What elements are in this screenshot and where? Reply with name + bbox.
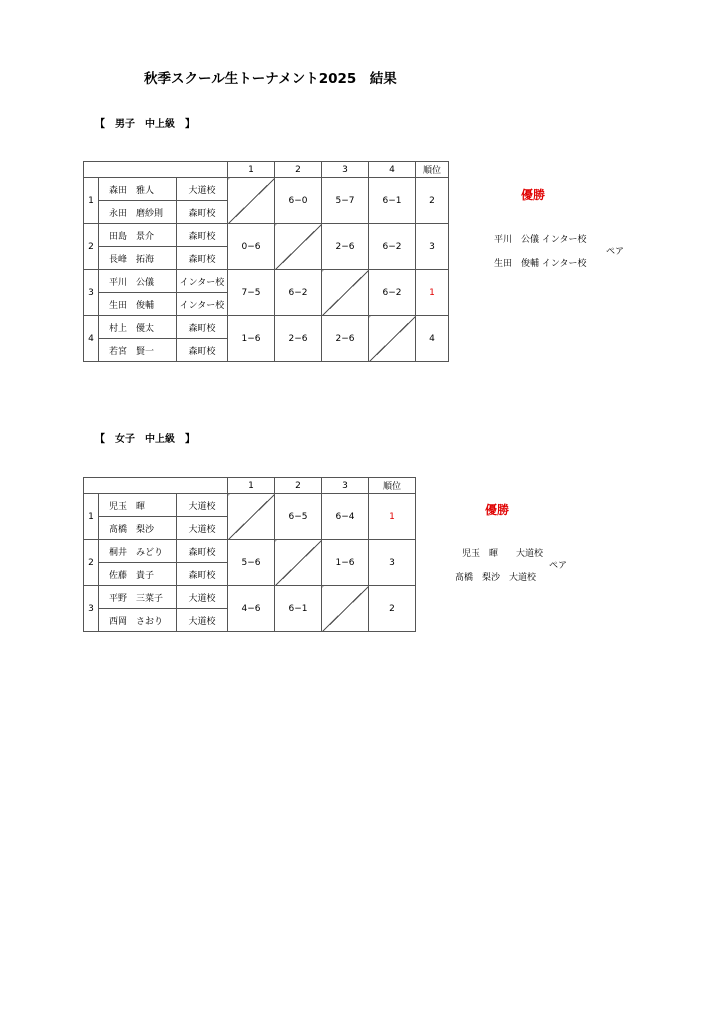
women-results-table	[83, 477, 416, 632]
player-school: 大道校	[177, 178, 228, 201]
player-school: 森町校	[177, 316, 228, 339]
table-row	[84, 494, 416, 517]
women-header-row	[84, 478, 416, 494]
women-winner-label: 優勝	[485, 503, 510, 517]
player-name: 桐井 みどり	[99, 540, 177, 563]
header-col-1: 1	[228, 162, 275, 178]
player-number: 4	[84, 316, 99, 362]
table-row	[84, 316, 449, 339]
player-number: 2	[84, 540, 99, 586]
player-name: 児玉 暉	[99, 494, 177, 517]
player-school: 森町校	[177, 339, 228, 362]
player-name: 森田 雅人	[99, 178, 177, 201]
self-match-cell	[322, 270, 369, 316]
score-cell: 5−6	[228, 540, 275, 586]
header-col-2: 2	[275, 478, 322, 494]
header-rank: 順位	[416, 162, 449, 178]
header-corner	[84, 478, 228, 494]
player-number: 3	[84, 586, 99, 632]
score-cell: 6−5	[275, 494, 322, 540]
player-name: 田島 景介	[99, 224, 177, 247]
table-row	[84, 270, 449, 293]
women-winner-line-1: 児玉 暉 大道校	[462, 549, 544, 559]
score-cell: 6−0	[275, 178, 322, 224]
self-match-cell	[275, 224, 322, 270]
rank-cell: 2	[416, 178, 449, 224]
player-name: 平川 公儀	[99, 270, 177, 293]
header-col-4: 4	[369, 162, 416, 178]
men-winner-line-1: 平川 公儀 インター校	[494, 235, 587, 245]
rank-cell: 3	[416, 224, 449, 270]
player-school: 森町校	[177, 224, 228, 247]
table-row	[84, 586, 416, 609]
score-cell: 2−6	[275, 316, 322, 362]
score-cell: 4−6	[228, 586, 275, 632]
player-name: 生田 俊輔	[99, 293, 177, 316]
score-cell: 6−2	[369, 224, 416, 270]
player-school: 森町校	[177, 247, 228, 270]
header-col-1: 1	[228, 478, 275, 494]
rank-cell-winner: 1	[416, 270, 449, 316]
player-name: 永田 磨紗則	[99, 201, 177, 224]
men-winner-label: 優勝	[521, 188, 546, 202]
header-corner	[84, 162, 228, 178]
men-results-table	[83, 161, 449, 362]
score-cell: 7−5	[228, 270, 275, 316]
score-cell: 6−1	[275, 586, 322, 632]
men-winner-line-2: 生田 俊輔 インター校	[494, 259, 587, 269]
self-match-cell	[369, 316, 416, 362]
player-school: インター校	[177, 293, 228, 316]
player-school: 森町校	[177, 563, 228, 586]
table-row	[84, 540, 416, 563]
player-number: 1	[84, 178, 99, 224]
player-name: 平野 三菜子	[99, 586, 177, 609]
women-section-label: 【 女子 中上級 】	[95, 434, 195, 445]
self-match-cell	[322, 586, 369, 632]
player-school: インター校	[177, 270, 228, 293]
player-name: 若宮 賢一	[99, 339, 177, 362]
page-title: 秋季スクール生トーナメント2025 結果	[144, 71, 397, 87]
women-winner-pair: ペア	[549, 561, 568, 571]
men-header-row	[84, 162, 449, 178]
table-row	[84, 224, 449, 247]
score-cell: 6−4	[322, 494, 369, 540]
score-cell: 2−6	[322, 316, 369, 362]
rank-cell: 2	[369, 586, 416, 632]
player-name: 村上 優太	[99, 316, 177, 339]
score-cell: 1−6	[228, 316, 275, 362]
self-match-cell	[228, 178, 275, 224]
player-school: 大道校	[177, 494, 228, 517]
player-number: 2	[84, 224, 99, 270]
player-school: 大道校	[177, 586, 228, 609]
player-school: 森町校	[177, 540, 228, 563]
self-match-cell	[275, 540, 322, 586]
score-cell: 6−2	[275, 270, 322, 316]
self-match-cell	[228, 494, 275, 540]
player-name: 佐藤 貴子	[99, 563, 177, 586]
player-name: 西岡 さおり	[99, 609, 177, 632]
player-name: 髙橋 梨沙	[99, 517, 177, 540]
rank-cell-winner: 1	[369, 494, 416, 540]
player-school: 森町校	[177, 201, 228, 224]
player-school: 大道校	[177, 609, 228, 632]
header-col-3: 3	[322, 478, 369, 494]
header-rank: 順位	[369, 478, 416, 494]
score-cell: 2−6	[322, 224, 369, 270]
rank-cell: 4	[416, 316, 449, 362]
player-school: 大道校	[177, 517, 228, 540]
score-cell: 6−1	[369, 178, 416, 224]
score-cell: 5−7	[322, 178, 369, 224]
score-cell: 0−6	[228, 224, 275, 270]
table-row	[84, 178, 449, 201]
header-col-2: 2	[275, 162, 322, 178]
header-col-3: 3	[322, 162, 369, 178]
player-number: 3	[84, 270, 99, 316]
score-cell: 1−6	[322, 540, 369, 586]
women-winner-line-2: 髙橋 梨沙 大道校	[455, 573, 537, 583]
score-cell: 6−2	[369, 270, 416, 316]
men-section-label: 【 男子 中上級 】	[95, 119, 195, 130]
rank-cell: 3	[369, 540, 416, 586]
player-name: 長峰 拓海	[99, 247, 177, 270]
player-number: 1	[84, 494, 99, 540]
men-winner-pair: ペア	[606, 247, 625, 257]
